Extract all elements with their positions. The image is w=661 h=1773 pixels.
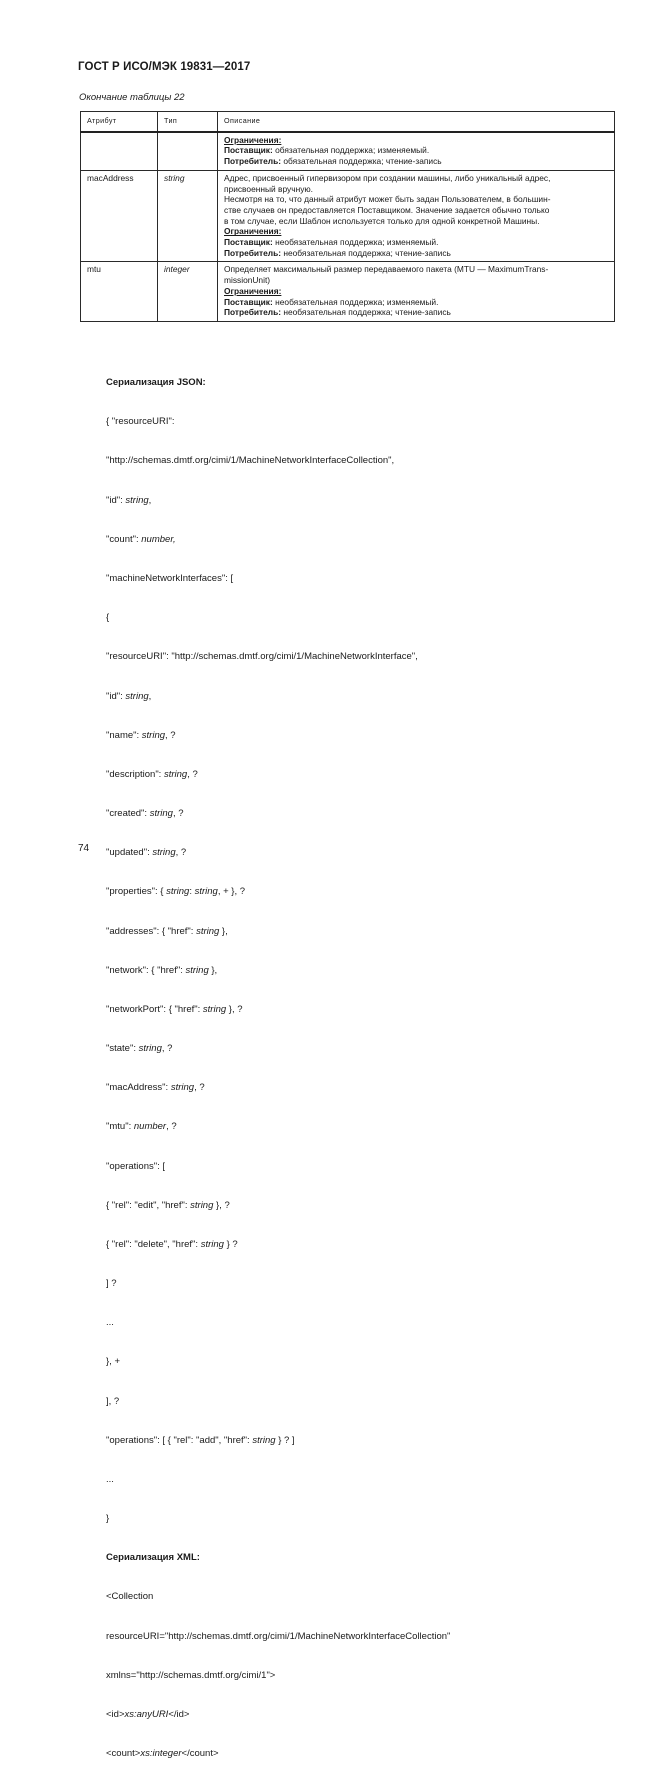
page-number: 74 [78, 843, 90, 854]
code-line: "operations": [ [106, 1160, 166, 1172]
code-line: } [106, 1513, 110, 1525]
attribute-cell [81, 132, 158, 171]
xml-section-title: Сериализация XML: [106, 1552, 200, 1564]
code-line: "state": string, ? [106, 1043, 173, 1055]
provider-label: Поставщик: [224, 145, 273, 156]
code-line: { "rel": "delete", "href": string } ? [106, 1238, 238, 1250]
table-caption: Окончание таблицы 22 [79, 92, 185, 103]
provider-text: обязательная поддержка; изменяемый. [272, 145, 430, 156]
code-line: ] ? [106, 1278, 117, 1290]
table-row [81, 262, 615, 322]
description-line: Определяет максимальный размер передаваемого пакета (MTU — MaximumTrans- [224, 264, 549, 275]
consumer-label: Потребитель: [224, 307, 282, 318]
provider-line [224, 297, 609, 308]
code-line: "networkPort": { "href": string }, ? [106, 1003, 243, 1015]
code-line: "macAddress": string, ? [106, 1082, 205, 1094]
description-line: в том случае, если Шаблон используется только для одной конкретной Машины. [224, 215, 540, 226]
code-line: "properties": { string: string, + }, ? [106, 886, 246, 898]
provider-text: необязательная поддержка; изменяемый. [272, 237, 439, 248]
document-header: ГОСТ Р ИСО/МЭК 19831—2017 [78, 61, 251, 73]
code-line: "machineNetworkInterfaces": [ [106, 572, 234, 584]
code-line: { [106, 612, 110, 624]
code-line: ... [106, 1473, 114, 1485]
code-line: "description": string, ? [106, 768, 198, 780]
code-line: <id>xs:anyURI</id> [106, 1708, 190, 1720]
description-cell [218, 132, 615, 171]
code-line: xmlns="http://schemas.dmtf.org/cimi/1"> [106, 1669, 276, 1681]
attribute-cell: mtu [81, 262, 158, 322]
description-line: missionUnit) [224, 275, 271, 286]
code-line: "id": string, [106, 690, 152, 702]
consumer-label: Потребитель: [224, 156, 282, 167]
consumer-label: Потребитель: [224, 247, 282, 258]
code-line: "http://schemas.dmtf.org/cimi/1/MachineNetworkInterfaceCollection", [106, 455, 395, 467]
code-line: "network": { "href": string }, [106, 964, 218, 976]
restrictions-heading: Ограничения: [224, 285, 282, 296]
header-type: Тип [158, 112, 218, 132]
provider-label: Поставщик: [224, 237, 273, 248]
json-section-title: Сериализация JSON: [106, 377, 206, 389]
code-line: ... [106, 1317, 114, 1329]
restrictions-heading: Ограничения: [224, 134, 282, 145]
provider-line [224, 145, 609, 156]
consumer-line [224, 307, 609, 318]
description-line: присвоенный вручную. [224, 183, 313, 194]
code-line: "id": string, [106, 494, 152, 506]
code-line: <Collection [106, 1591, 154, 1603]
code-line: "count": number, [106, 533, 176, 545]
consumer-text: обязательная поддержка; чтение-запись [281, 156, 442, 167]
provider-text: необязательная поддержка; изменяемый. [272, 296, 439, 307]
description-line: Несмотря на то, что данный атрибут может быть задан Пользователем, в большин- [224, 194, 551, 205]
header-attribute: Атрибут [81, 112, 158, 132]
description-line: стве случаев он предоставляется Поставщиком. Значение задается обычно только [224, 204, 550, 215]
code-line: "addresses": { "href": string }, [106, 925, 228, 937]
provider-label: Поставщик: [224, 296, 273, 307]
code-line: resourceURI="http://schemas.dmtf.org/cimi/1/MachineNetworkInterfaceCollection" [106, 1630, 451, 1642]
code-line: "created": string, ? [106, 808, 184, 820]
description-cell [218, 170, 615, 262]
description-cell [218, 262, 615, 322]
table-row [81, 132, 615, 171]
description-line: Адрес, присвоенный гипервизором при создании машины, либо уникальный адрес, [224, 172, 551, 183]
type-cell: string [158, 170, 218, 262]
code-line: "operations": [ { "rel": "add", "href": string } ? ] [106, 1434, 295, 1446]
attributes-table [80, 111, 615, 322]
serialization-block [106, 350, 450, 1773]
table-header-row [81, 112, 615, 132]
code-line: "updated": string, ? [106, 847, 187, 859]
code-line: { "resourceURI": [106, 416, 175, 428]
restrictions-heading: Ограничения: [224, 226, 282, 237]
table-row [81, 170, 615, 262]
type-cell [158, 132, 218, 171]
consumer-line [224, 248, 609, 259]
consumer-text: необязательная поддержка; чтение-запись [281, 247, 451, 258]
consumer-line [224, 156, 609, 167]
header-description: Описание [218, 112, 615, 132]
type-cell: integer [158, 262, 218, 322]
consumer-text: необязательная поддержка; чтение-запись [281, 307, 451, 318]
code-line: "mtu": number, ? [106, 1121, 177, 1133]
code-line: "resourceURI": "http://schemas.dmtf.org/cimi/1/MachineNetworkInterface", [106, 651, 418, 663]
code-line: <count>xs:integer</count> [106, 1748, 219, 1760]
provider-line [224, 237, 609, 248]
code-line: }, + [106, 1356, 120, 1368]
attribute-cell: macAddress [81, 170, 158, 262]
code-line: { "rel": "edit", "href": string }, ? [106, 1199, 230, 1211]
code-line: ], ? [106, 1395, 120, 1407]
code-line: "name": string, ? [106, 729, 176, 741]
